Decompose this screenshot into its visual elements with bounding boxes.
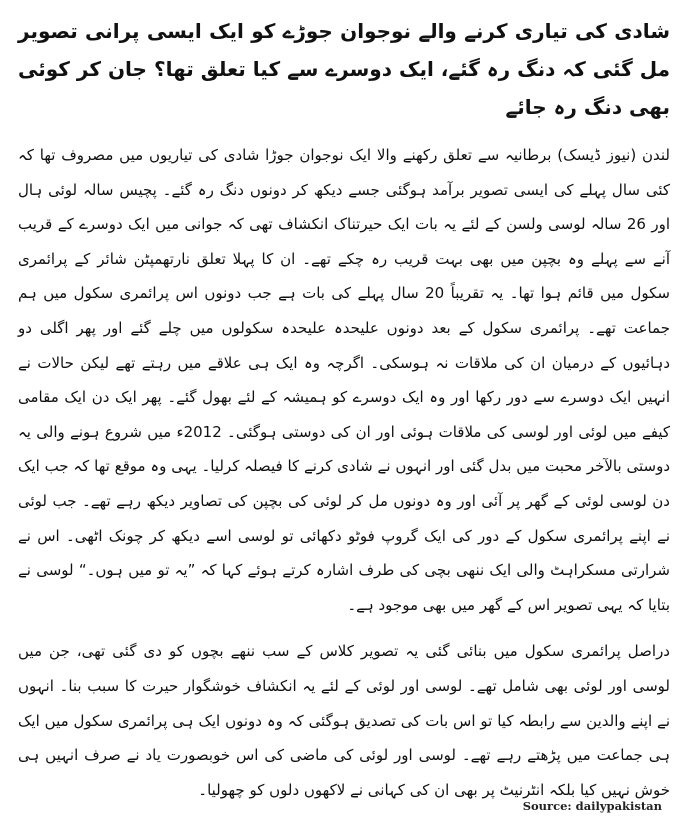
- article-paragraph-2: دراصل پرائمری سکول میں بنائی گئی یہ تصویر کلاس کے سب ننھے بچوں کو دی گئی تھی، جن میں لوسی اور لوئی بھی شامل تھے۔ لوسی اور لوئی کے لئے یہ انکشاف خوشگوار حیرت کا سبب بنا۔ انہوں نے اپنے والدین سے رابطہ کیا تو اس بات کی تصدیق ہوگئی کہ وہ دونوں ایک ہی پرائمری سکول میں ایک ہی جماعت میں پڑھتے رہے تھے۔ لوسی اور لوئی کی ماضی کی اس خوبصورت یاد نے صرف انہیں ہی خوش نہیں کیا بلکہ انٹرنیٹ پر بھی ان کی کہانی نے لاکھوں دلوں کو چھولیا۔: [18, 642, 670, 799]
- source-credit: Source: dailypakistan: [522, 799, 662, 813]
- article-paragraph-1: لندن (نیوز ڈیسک) برطانیہ سے تعلق رکھنے والا ایک نوجوان جوڑا شادی کی تیاریوں میں مصروف تھا کہ کئی سال پہلے کی ایسی تصویر برآمد ہوگئی جسے دیکھ کر دونوں دنگ رہ گئے۔ پچیس سالہ لوئی ہال اور 26 سالہ لوسی ولسن کے لئے یہ بات ایک حیرتناک انکشاف تھی کہ جوانی میں ایک دوسرے کے قریب آنے سے پہلے وہ بچپن میں بھی بہت قریب رہ چکے تھے۔ ان کا پہلا تعلق نارتھمپٹن شائر کے پرائمری سکول میں قائم ہوا تھا۔ یہ تقریباً 20 سال پہلے کی بات ہے جب دونوں اس پرائمری سکول میں ہم جماعت تھے۔ پرائمری سکول کے بعد دونوں علیحدہ علیحدہ سکولوں میں چلے گئے اور پھر اگلی دو دہائیوں کے درمیان ان کی ملاقات نہ ہوسکی۔ اگرچہ وہ ایک ہی علاقے میں رہتے تھے لیکن حالات نے انہیں ایک دوسرے سے دور رکھا اور وہ ایک دوسرے کو ہمیشہ کے لئے بھول گئے۔ پھر ایک دن ایک مقامی کیفے میں لوئی اور لوسی کی ملاقات ہوئی اور ان کی دوستی ہوگئی۔ 2012ء میں شروع ہونے والی یہ دوستی بالآخر محبت میں بدل گئی اور انہوں نے شادی کرنے کا فیصلہ کرلیا۔ یہی وہ موقع تھا کہ جب ایک دن لوسی لوئی کے گھر پر آئی اور وہ دونوں مل کر لوئی کی بچپن کی تصاویر دیکھ رہے تھے۔ جب لوئی نے اپنے پرائمری سکول کے دور کی ایک گروپ فوٹو دکھائی تو لوسی اسے دیکھ کر چونک اٹھی۔ اس نے شرارتی مسکراہٹ والی ایک ننھی بچی کی طرف اشارہ کرتے ہوئے کہا کہ ”یہ تو میں ہوں۔“ لوسی نے بتایا کہ یہی تصویر اس کے گھر میں بھی موجود ہے۔: [18, 146, 671, 614]
- article-headline: شادی کی تیاری کرنے والے نوجوان جوڑے کو ایک ایسی پرانی تصویر مل گئی کہ دنگ رہ گئے، ایک دوسرے سے کیا تعلق تھا؟ جان کر کوئی بھی دنگ رہ جائے: [18, 19, 670, 119]
